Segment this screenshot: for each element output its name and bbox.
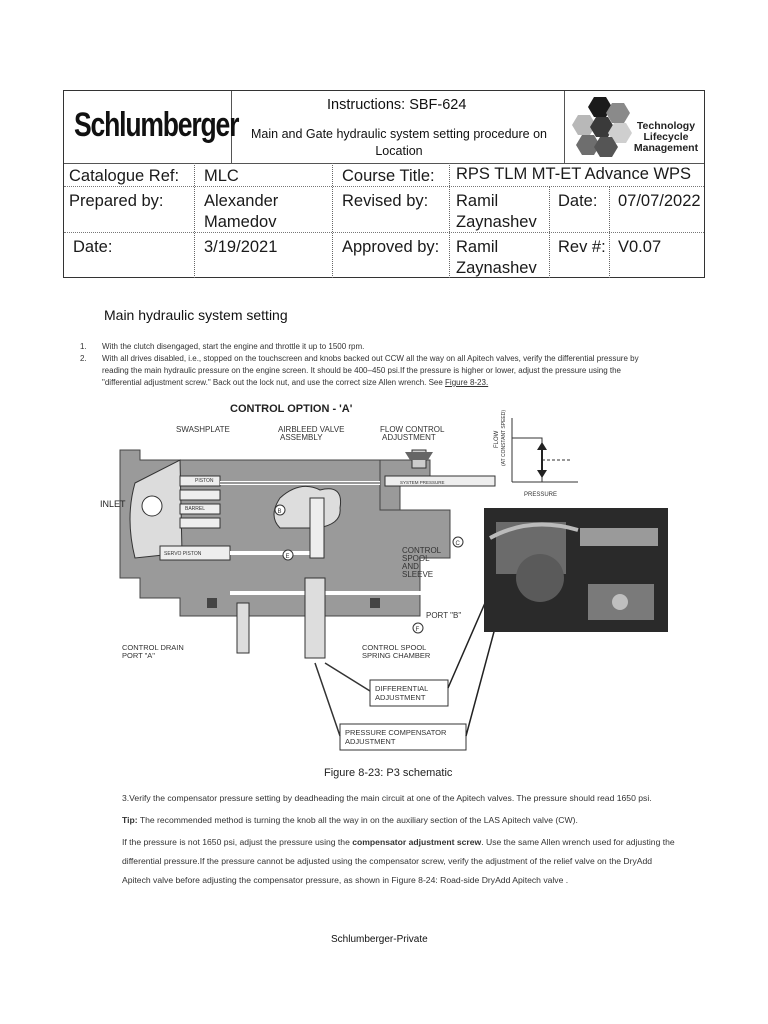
label-comp-2: ADJUSTMENT: [345, 737, 396, 746]
approved-value: [456, 237, 537, 279]
p1-start: If the pressure is not 1650 psi, adjust the pressure using the: [122, 837, 353, 847]
grid-col-3: [449, 163, 450, 278]
label-servo-piston: SERVO PISTON: [164, 551, 202, 557]
label-inlet: INLET: [100, 499, 126, 509]
tlm-line-2: Lifecycle: [643, 131, 689, 143]
label-airbleed-1: AIRBLEED VALVE: [278, 425, 345, 434]
p1-end: . Use the same Allen wrench used for adjusting the: [481, 837, 675, 847]
system-pressure-label: SYSTEM PRESSURE: [400, 480, 445, 485]
step-2-num: 2.: [80, 354, 87, 363]
instructions-id: Instructions: SBF-624: [327, 97, 467, 113]
step-2-line-1: With all drives disabled, i.e., stopped on the touchscreen and knobs backed out CCW all the way on all Apitech valves, verify the differential pressure by: [102, 354, 639, 363]
tlm-text: [630, 121, 702, 154]
marker-c: C: [455, 541, 460, 547]
prepared-last: Mamedov: [204, 213, 277, 231]
label-diff-2: ADJUSTMENT: [375, 693, 426, 702]
photo-pump-body: [516, 554, 564, 602]
revised-last: Zaynashev: [456, 213, 537, 231]
graph-x-label: PRESSURE: [524, 492, 558, 498]
company-logo: Schlumberger: [74, 106, 239, 144]
paragraph-line-1: [122, 833, 712, 852]
steps-list: [80, 341, 700, 389]
label-flow-1: FLOW CONTROL: [380, 425, 445, 434]
figure-caption: Figure 8-23: P3 schematic: [324, 767, 453, 779]
grid-col-4: [549, 186, 550, 278]
label-drain-1: CONTROL DRAIN: [122, 643, 184, 652]
tip: [122, 811, 712, 830]
piston-middle: [180, 490, 220, 500]
label-spring-2: SPRING CHAMBER: [362, 651, 431, 660]
paragraph-line-2: differential pressure.If the pressure cannot be adjusted using the compensator screw, verify the adjustment of the relief valve on the DryAdd: [122, 856, 653, 866]
flow-control-cap: [405, 452, 433, 460]
p1-bold: compensator adjustment screw: [352, 837, 482, 847]
document-header: [63, 90, 705, 278]
paragraph-line-3: Apitech valve before adjusting the compensator pressure, as shown in Figure 8-24: Road-side DryAdd Apitech valve .: [122, 875, 569, 885]
tlm-hexagon-logo: [572, 95, 634, 159]
drain-port-a: [207, 598, 217, 608]
tlm-line-1: Technology: [636, 120, 696, 132]
marker-f: F: [415, 627, 420, 633]
pump-photo: [484, 508, 668, 632]
rev-label: Rev #:: [558, 238, 606, 256]
step-2-line-3: "differential adjustment screw." Back out the lock nut, and use the correct size Allen wrench. See: [102, 378, 446, 387]
swashplate-pivot: [142, 496, 162, 516]
photo-fitting: [580, 528, 658, 546]
photo-port: [612, 594, 628, 610]
graph-curve: [512, 438, 542, 482]
rev-value: V0.07: [618, 238, 662, 256]
piston-lower: [180, 518, 220, 528]
grid-col-2: [332, 163, 333, 278]
figure-title: CONTROL OPTION - 'A': [230, 403, 353, 415]
date-value: 3/19/2021: [204, 238, 278, 256]
tlm-divider: [564, 91, 565, 164]
catalogue-label: Catalogue Ref:: [69, 167, 180, 185]
prepared-first: Alexander: [204, 192, 279, 210]
step-1-num: 1.: [80, 342, 87, 351]
tlm-line-3: Management: [633, 142, 699, 154]
prepared-label: Prepared by:: [69, 192, 164, 210]
step-2-line-2: reading the main hydraulic pressure on the engine screen. It should be 400–450 psi.If the pressure is higher or lower, adjust the pressure using the: [102, 366, 621, 375]
label-spring-1: CONTROL SPOOL: [362, 643, 427, 652]
tip-text: The recommended method is turning the knob all the way in on the auxiliary section of the LAS Apitech valve (CW).: [137, 815, 578, 825]
date-label-top: Date:: [558, 192, 598, 210]
prepared-value: [204, 191, 278, 233]
label-piston: PISTON: [195, 478, 214, 484]
tip-label: Tip:: [122, 815, 138, 825]
step-2: [80, 353, 700, 389]
control-drain-valve: [237, 603, 249, 653]
step-1: [80, 341, 700, 353]
label-comp-1: PRESSURE COMPENSATOR: [345, 728, 447, 737]
label-control-spool-2: SPOOL: [402, 554, 430, 563]
label-control-spool-1: CONTROL: [402, 546, 442, 555]
grid-col-5: [609, 186, 610, 278]
step-2-text: [102, 353, 639, 389]
label-flow-2: ADJUSTMENT: [382, 433, 436, 442]
document-subtitle: [239, 126, 559, 160]
section-heading: Main hydraulic system setting: [104, 307, 288, 323]
body-text: [122, 789, 712, 890]
label-drain-2: PORT "A": [122, 651, 155, 660]
label-swashplate: SWASHPLATE: [176, 425, 230, 434]
marker-b: B: [277, 509, 282, 515]
approved-first: Ramil: [456, 238, 499, 256]
marker-e: E: [285, 554, 290, 560]
catalogue-value: MLC: [204, 167, 239, 185]
label-control-spool-4: SLEEVE: [402, 570, 434, 579]
step-3: 3.Verify the compensator pressure setting by deadheading the main circuit at one of the Apitech valves. The pressure should read 1650 psi.: [122, 793, 652, 803]
revised-first: Ramil: [456, 192, 499, 210]
flow-pressure-graph: [494, 410, 578, 498]
course-label: Course Title:: [342, 167, 435, 185]
subtitle-line-1: Main and Gate hydraulic system setting procedure on: [251, 127, 547, 141]
label-diff-1: DIFFERENTIAL: [375, 684, 429, 693]
figure-8-23-link[interactable]: Figure 8-23.: [445, 378, 489, 387]
row-divider-3: [64, 232, 704, 233]
approved-label: Approved by:: [342, 238, 440, 256]
date-value-top: 07/07/2022: [618, 192, 701, 210]
subtitle-line-2: Location: [375, 144, 423, 158]
label-airbleed-2: ASSEMBLY: [280, 433, 323, 442]
label-barrel: BARREL: [185, 506, 206, 512]
graph-y-label-2: (AT CONSTANT SPEED): [501, 409, 507, 466]
revised-value: [456, 191, 537, 233]
label-control-spool-3: AND: [402, 562, 419, 571]
control-spool-column: [310, 498, 324, 558]
grid-col-1: [194, 163, 195, 278]
revised-label: Revised by:: [342, 192, 429, 210]
drain-port-b: [370, 598, 380, 608]
date-label: Date:: [73, 238, 113, 256]
p3-schematic-figure: [100, 398, 670, 760]
course-value: RPS TLM MT-ET Advance WPS: [456, 165, 692, 183]
footer-classification: Schlumberger-Private: [331, 934, 428, 945]
approved-last: Zaynashev: [456, 259, 537, 277]
graph-y-label-1: FLOW: [494, 430, 500, 448]
step-1-text: With the clutch disengaged, start the engine and throttle it up to 1500 rpm.: [102, 342, 365, 351]
control-spool-spring-chamber: [305, 578, 325, 658]
label-port-b: PORT "B": [426, 611, 462, 620]
